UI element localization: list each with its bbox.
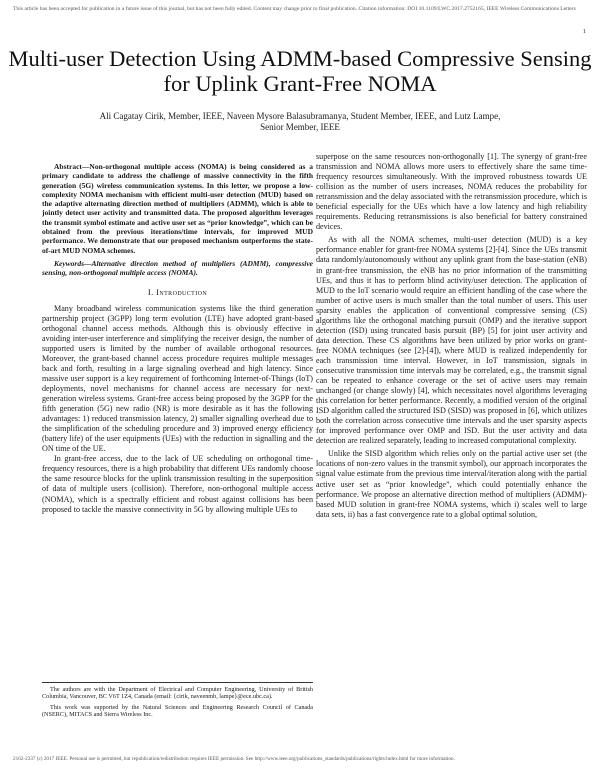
publication-notice: This article has been accepted for publication in a future issue of this journal, but has not been fully edited. Content may change prior to final publication. Citation information: DOI 10.1109/LWC.2017.2752165, IEEE Wireless Communications Letters [13,6,576,12]
author-line-2: Senior Member, IEEE [260,122,340,132]
author-line-1: Ali Cagatay Cirik, Member, IEEE, Naveen Mysore Balasubramanya, Student Member, IEEE, and Lutz Lampe, [99,111,501,121]
footnote-affiliation: The authors are with the Department of Electrical and Computer Engineering, University of British Columbia, Vancouver, BC V6T 1Z4, Canada (email: {cirik, naveenmb, lampe}@ece.ubc.ca). [42,686,313,701]
body-paragraph: As with all the NOMA schemes, multi-user detection (MUD) is a key performance enabler for grant-free NOMA systems [2]-[4]. Since the UEs transmit data randomly/autonomously without any uplink grant from the base-station (eNB) in grant-free transmission, the eNB has no prior information of the transmitting UEs, and thus it has to perform blind activity/user detection. The application of MUD to the IoT scenario would require an efficient handling of the case where the number of active users is much smaller than the total number of users. This user sparsity enables the application of conventional compressive sensing (CS) algorithms like the orthogonal matching pursuit (OMP) and the iterative support detection (ISD) using truncated basis pursuit (BP) [5] for joint user activity and data detection. These CS algorithms have been utilized by prior works on grant-free NOMA techniques (see [2]-[4]), where MUD is realized independently for each transmission time interval. However, in IoT transmission, signals in consecutive transmission time intervals may be correlated, e.g., the transmit signal can be repeated to enhance coverage or the set of active users may remain unchanged (or change slowly) [4], which necessitates novel algorithms leveraging this correlation for better performance. Recently, a modified version of the original ISD algorithm called the structured ISD (SISD) was proposed in [6], which utilizes both the correlation across consecutive time intervals and the user sparsity aspects for improved performance over OMP and ISD. But the user activity and data detection are realized separately, leading to increased computational complexity. [316,235,587,446]
keywords: Keywords—Alternative direction method of multipliers (ADMM), compressive sensing, non-orthogonal multiple access (NOMA). [42,258,313,278]
author-list [20,111,580,133]
footnotes [42,682,313,722]
footnote-funding: This work was supported by the Natural Sciences and Engineering Research Council of Canada (NSERC), MITACS and Sierra Wireless Inc. [42,703,313,719]
paper-title: Multi-user Detection Using ADMM-based Compressive Sensing for Uplink Grant-Free NOMA [8,46,592,96]
body-paragraph: Many broadband wireless communication systems like the third generation partnership project (3GPP) long term evolution (LTE) have adopted grant-based orthogonal channel access methods. Although this is obviously effective in avoiding inter-user interference and simplifying the receiver design, the number of supported users is limited by the number of available orthogonal resources. Moreover, the grant-based channel access procedure requires multiple messages back and forth, resulting in a large signaling overhead and high latency. Since massive user support is a key requirement of forthcoming Internet-of-Things (IoT) deployments, novel mechanisms for channel access are necessary for next-generation wireless systems. Grant-free access being proposed by the 3GPP for the fifth generation (5G) new radio (NR) is more desirable as it has the following advantages: 1) reduced transmission latency, 2) smaller signalling overhead due to the simplification of the scheduling procedure and 3) improved energy efficiency (battery life) of the user equipments (UEs) with the reduction in signalling and the ON time of the UE. [42,303,313,454]
body-paragraph: Unlike the SISD algorithm which relies only on the partial active user set (the locations of non-zero values in the transmit symbol), our approach incorporates the signal value estimate from the previous time interval/iteration along with the partial active user set as “prior knowledge”, which could potentially enhance the performance. We propose an alternative direction method of multipliers (ADMM)-based MUD solution in grant-free NOMA systems, which i) scales well to large data sets, ii) has a fast convergence rate to a global optimal solution, [316,449,587,519]
copyright-notice: 2162-2337 (c) 2017 IEEE. Personal use is permitted, but republication/redistribution requires IEEE permission. See http://www.ieee.org/publications_standards/publications/rights/index.html for more information. [13,756,455,762]
body-paragraph: superpose on the same resources non-orthogonally [1]. The synergy of grant-free transmission and NOMA allows more users to effectively share the same time-frequency resources simultaneously. With the improved robustness towards UE collision as the number of users increases, NOMA reduces the probability for retransmission and the delay associated with the retransmission procedure, which is beneficial especially for the UEs which have a low latency and high reliability requirements. Reducing retransmissions is also beneficial for battery constrained devices. [316,152,587,232]
abstract: Abstract—Non-orthogonal multiple access (NOMA) is being considered as a primary candidate to address the challenge of massive connectivity in the fifth generation (5G) wireless communication systems. In this letter, we propose a low-complexity NOMA mechanism with efficient multi-user detection (MUD) based on the adaptive alternating direction method of multipliers (ADMM), which is able to jointly detect user activity and transmitted data. The proposed algorithm leverages the transmit symbol estimate and active user set as “prior knowledge”, which can be obtained from the previous iterations/time intervals, for improved MUD performance. We demonstrate that our proposed mechanism outperforms the state-of-art MUD NOMA schemes. [42,162,313,255]
page-number: 1 [582,28,586,35]
body-paragraph: In grant-free access, due to the lack of UE scheduling on orthogonal time-frequency resources, there is a high probability that different UEs randomly choose the same resource blocks for the uplink transmission resulting in the superposition of data of multiple users (collision). Therefore, non-orthogonal multiple access (NOMA), which is a spectrally efficient and robust against collisions has been proposed to tackle the massive connectivity in 5G by allowing multiple UEs to [42,454,313,514]
left-column [42,152,313,515]
section-heading-introduction: I. Introduction [147,286,208,297]
right-column [316,152,587,520]
